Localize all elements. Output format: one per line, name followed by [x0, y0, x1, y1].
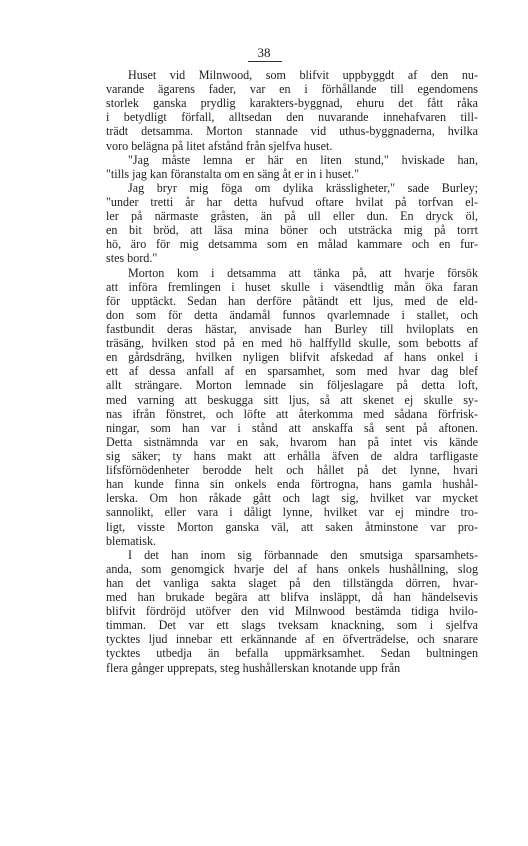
- paragraph: [106, 68, 478, 153]
- text-line: ler på närmaste gråsten, än på ull eller dun. En dryck öl,: [106, 209, 478, 224]
- text-line: trädt detsamma. Morton stannade vid uthus-byggnaderna, hvilka: [106, 124, 478, 139]
- page-number: 38: [257, 45, 271, 60]
- text-line: i betydligt förfall, alltsedan den nuvarande innehafvaren till-: [106, 110, 478, 125]
- text-line: allt strängare. Morton lemnade sin följeslagare på detta loft,: [106, 378, 478, 393]
- text-line: ningar, som han var i stånd att anskaffa så sent på aftonen.: [106, 420, 478, 435]
- text-line: don som för detta ändamål funnos qvarlemnade i stallet, och: [106, 307, 478, 322]
- text-line: en gårdsdräng, hvilken nyligen blifvit afskedad af hans onkel i: [106, 350, 478, 365]
- paragraph: [106, 548, 478, 675]
- text-line: med han brukade begära att blifva insläppt, då han händelsevis: [106, 590, 478, 605]
- text-line: "under tretti år har detta hufvud oftare hvilat på torfvan el-: [106, 194, 478, 209]
- text-line: varande ägarens fader, var en i förhållande till egendomens: [106, 82, 478, 97]
- paragraph: [106, 153, 478, 181]
- text-line: Detta sistnämnda var en sak, hvarom han på intet vis kände: [106, 434, 478, 449]
- text-line: ligt, visste Morton ganska väl, att saken åtminstone var pro-: [106, 519, 478, 534]
- body-text: [106, 68, 478, 675]
- text-line: anda, som genomgick hvarje del af hans onkels hushållning, slog: [106, 561, 478, 576]
- text-line: lerska. Om hon råkade gått och lagt sig, hvilket var mycket: [106, 491, 478, 506]
- text-line: tycktes utbedja än befalla uppmärksamhet. Sedan bultningen: [106, 646, 478, 661]
- text-line: voro belägna på litet afstånd från sjelfva huset.: [106, 138, 333, 153]
- text-line: timman. Det var ett slags tveksam knackning, som i sjelfva: [106, 618, 478, 633]
- text-line: med varning att beskugga sitt ljus, så att skenet ej skulle sy-: [106, 392, 478, 407]
- text-line: träsäng, hvilken stod på en med hö halffylld skulle, som bebotts af: [106, 336, 478, 351]
- text-line: flera gånger upprepats, steg hushållerskan knotande upp från: [106, 660, 401, 675]
- text-line: sig säker; ty hans makt att erhålla äfven de aldra tarfligaste: [106, 448, 478, 463]
- text-line: han det vanliga sakta slaget på den tillstängda dörren, hvar-: [106, 575, 478, 590]
- text-line: sannolikt, eller vara i dåligt lynne, hvilket var ej mindre tro-: [106, 505, 478, 520]
- text-line: en bit bröd, att läsa mina böner och utsträcka mig på torrt: [106, 223, 478, 238]
- text-line: lifsförnödenheter berodde helt och hållet på det lynne, hvari: [106, 463, 478, 478]
- text-line: för upptäckt. Sedan han derföre påtändt ett ljus, med de eld-: [106, 293, 478, 308]
- text-line: I det han inom sig förbannade den smutsiga sparsamhets-: [128, 547, 478, 562]
- text-line: tycktes ljud innebar ett erkännande af en öfverträdelse, och snarare: [106, 632, 478, 647]
- paragraph: [106, 266, 478, 548]
- text-line: blematisk.: [106, 533, 157, 548]
- text-line: "tills jag kan föranstalta om en säng åt er in i huset.": [106, 166, 360, 181]
- text-line: nas ifrån fönstret, och löfte att återkomma med sådana förfrisk-: [106, 406, 478, 421]
- text-line: att införa fremlingen i huset skulle i väsendtlig mån öka faran: [106, 279, 478, 294]
- header-rule: [248, 61, 282, 62]
- paragraph: [106, 181, 478, 266]
- text-line: ett af dessa anfall af en sparsamhet, som med hvar dag blef: [106, 364, 478, 379]
- text-line: Huset vid Milnwood, som blifvit uppbyggdt af den nu-: [128, 68, 478, 82]
- text-line: storlek ganska prydlig karakters-byggnad, ehuru det fått råka: [106, 96, 478, 111]
- text-line: fastbundit deras hästar, anvisade han Burley till hviloplats en: [106, 321, 478, 336]
- text-line: "Jag måste lemna er här en liten stund," hviskade han,: [128, 152, 478, 167]
- text-line: blifvit fördröjd utöfver den vid Milnwood bestämda tidiga hvilo-: [106, 604, 478, 619]
- text-line: Morton kom i detsamma att tänka på, att hvarje försök: [128, 265, 478, 280]
- text-line: han kunde finna sin onkels enda förtrogna, hans gamla hushål-: [106, 477, 478, 492]
- text-line: hö, äro för mig detsamma som en målad kammare och en fur-: [106, 237, 478, 252]
- text-line: Jag bryr mig föga om dylika krässligheter," sade Burley;: [128, 180, 478, 195]
- text-line: stes bord.": [106, 251, 158, 266]
